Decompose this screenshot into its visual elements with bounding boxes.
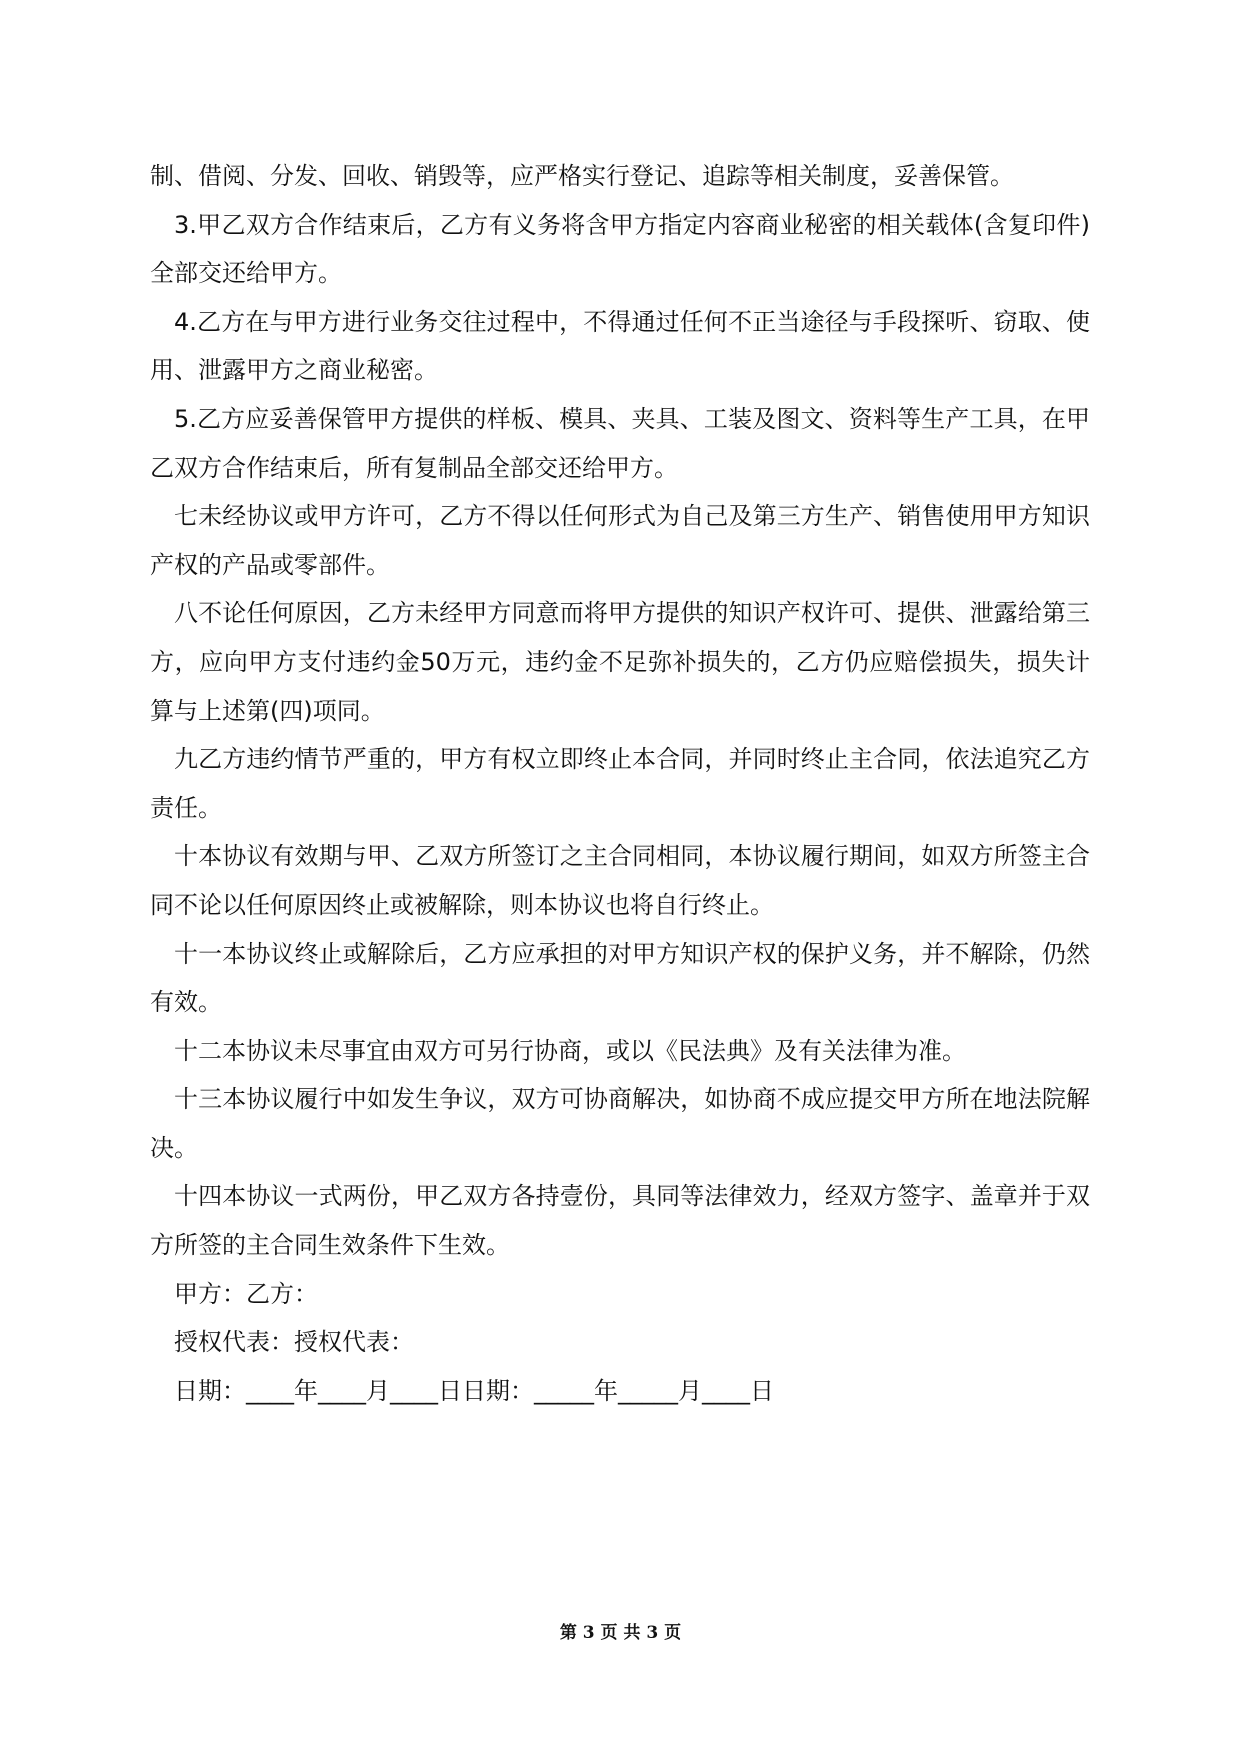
signature-dates: 日期：____年____月____日日期：_____年_____月____日 bbox=[174, 1376, 774, 1405]
paragraph-section-7: 七未经协议或甲方许可，乙方不得以任何形式为自己及第三方生产、销售使用甲方知识产权的产品或零部件。 bbox=[150, 502, 1090, 579]
paragraph-section-14: 十四本协议一式两份，甲乙双方各持壹份，具同等法律效力，经双方签字、盖章并于双方所签的主合同生效条件下生效。 bbox=[150, 1182, 1090, 1260]
paragraph-section-10: 十本协议有效期与甲、乙双方所签订之主合同相同，本协议履行期间，如双方所签主合同不论以任何原因终止或被解除，则本协议也将自行终止。 bbox=[150, 842, 1090, 919]
paragraph-clause-3: 3.甲乙双方合作结束后，乙方有义务将含甲方指定内容商业秘密的相关载体(含复印件)全部交还给甲方。 bbox=[150, 210, 1090, 288]
paragraph-section-11: 十一本协议终止或解除后，乙方应承担的对甲方知识产权的保护义务，并不解除，仍然有效。 bbox=[150, 939, 1090, 1017]
paragraph-clause-4: 4.乙方在与甲方进行业务交往过程中，不得通过任何不正当途径与手段探听、窃取、使用、泄露甲方之商业秘密。 bbox=[150, 307, 1090, 385]
document-body bbox=[150, 152, 1090, 1415]
signature-parties: 甲方：乙方： bbox=[174, 1279, 318, 1308]
paragraph-section-9: 九乙方违约情节严重的，甲方有权立即终止本合同，并同时终止主合同，依法追究乙方责任。 bbox=[150, 745, 1090, 822]
paragraph-section-8: 八不论任何原因，乙方未经甲方同意而将甲方提供的知识产权许可、提供、泄露给第三方，应向甲方支付违约金50万元，违约金不足弥补损失的，乙方仍应赔偿损失，损失计算与上述第(四)项同。 bbox=[150, 599, 1090, 725]
signature-representatives: 授权代表：授权代表： bbox=[174, 1328, 414, 1357]
page-number-footer: 第 3 页 共 3 页 bbox=[559, 1623, 682, 1643]
paragraph-section-12: 十二本协议未尽事宜由双方可另行协商，或以《民法典》及有关法律为准。 bbox=[174, 1036, 966, 1065]
paragraph-clause-5: 5.乙方应妥善保管甲方提供的样板、模具、夹具、工装及图文、资料等生产工具，在甲乙双方合作结束后，所有复制品全部交还给甲方。 bbox=[150, 404, 1090, 482]
paragraph-section-13: 十三本协议履行中如发生争议，双方可协商解决，如协商不成应提交甲方所在地法院解决。 bbox=[150, 1085, 1090, 1162]
paragraph-continuation: 制、借阅、分发、回收、销毁等，应严格实行登记、追踪等相关制度，妥善保管。 bbox=[150, 162, 1014, 190]
